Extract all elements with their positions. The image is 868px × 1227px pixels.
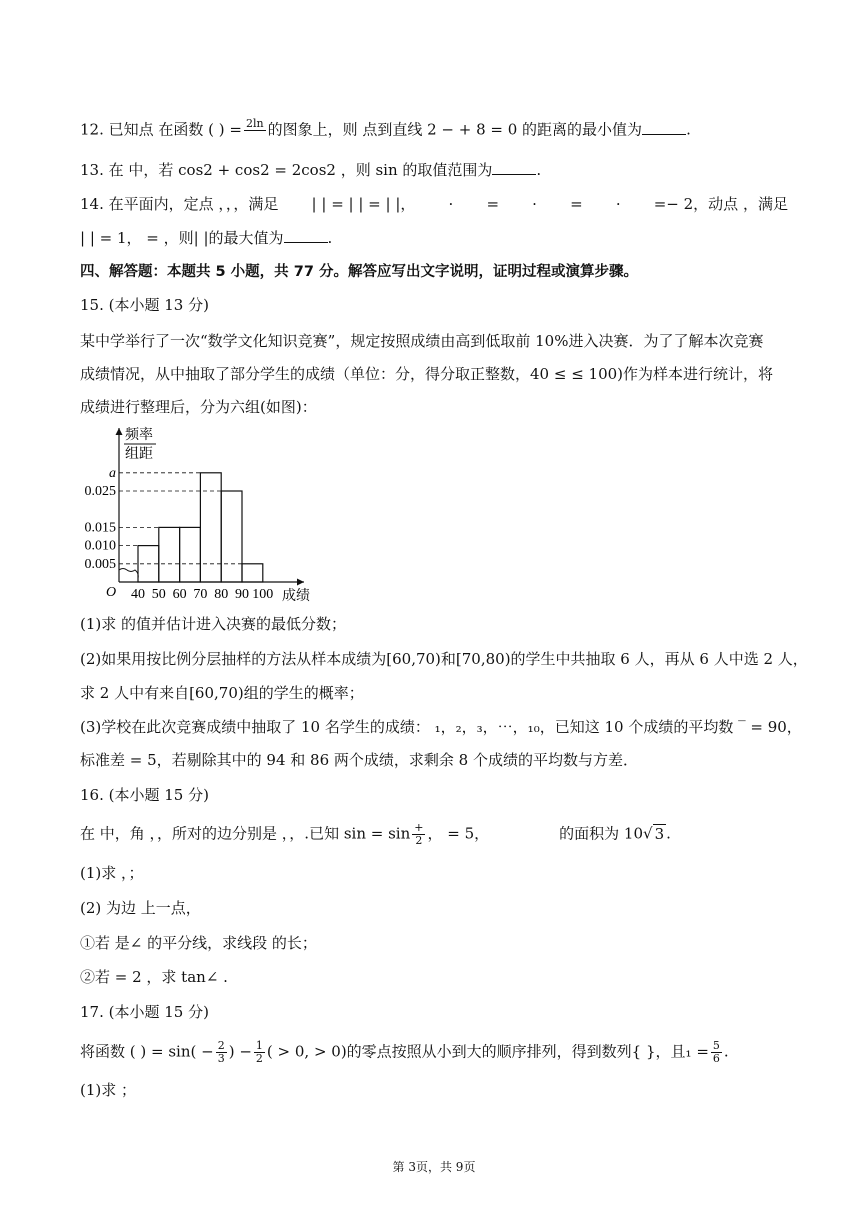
q14-line1 <box>80 194 788 214</box>
q17-f3-num: 5 <box>712 1039 720 1052</box>
y-tick-label-0: 0.005 <box>84 556 116 572</box>
q16-given-end: . <box>666 824 671 843</box>
x-tick-label-50: 50 <box>151 587 166 602</box>
histogram-chart <box>76 424 316 604</box>
x-tick-label-90: 90 <box>235 587 249 602</box>
q13-answer-blank <box>492 160 536 175</box>
y-label-numerator: 频率 <box>125 428 153 443</box>
q14-seg-7: =− 2，动点 ，满足 <box>653 195 788 213</box>
q17-mid: ) − <box>228 1042 252 1061</box>
y-tick-label-3: 0.025 <box>84 484 116 499</box>
q17-f2-den: 2 <box>255 1052 263 1065</box>
bar-80-90 <box>221 491 242 582</box>
q17-fraction-3 <box>711 1040 722 1065</box>
q14-seg-3: = <box>486 195 500 213</box>
q16-fraction-num: + <box>414 821 424 834</box>
y-label-denominator: 组距 <box>125 447 153 462</box>
y-tick-label-4: a <box>109 465 116 481</box>
q15-p1: 某中学举行了一次“数学文化知识竞赛”，规定按照成绩由高到低取前 10%进入决赛．为了了解本次竞赛 <box>80 332 764 350</box>
q17-f1-den: 3 <box>217 1052 225 1065</box>
q16-given <box>80 822 671 847</box>
q14-seg-1: | | = | | = | |， <box>311 195 416 213</box>
q17-fraction-1 <box>216 1040 227 1065</box>
q12-end: . <box>686 120 691 139</box>
x-tick-label-80: 80 <box>214 587 229 602</box>
q12-line <box>80 118 691 143</box>
q13-line <box>80 160 541 180</box>
x-tick-label-100: 100 <box>252 587 274 602</box>
q17-f2-num: 1 <box>255 1039 263 1052</box>
q12-fraction <box>244 118 266 143</box>
section-heading: 四、解答题：本题共 5 小题，共 77 分。解答应写出文字说明，证明过程或演算步骤。 <box>80 264 638 280</box>
q16-header: 16. (本小题 15 分) <box>80 786 209 804</box>
chart-y-ticks <box>85 466 117 572</box>
q13-end: . <box>536 161 542 179</box>
q15-part1: (1)求 的值并估计进入决赛的最低分数； <box>80 615 347 633</box>
axis-break <box>119 569 138 579</box>
q17-pre: 将函数 ( ) = sin( − <box>80 1042 214 1061</box>
q14-answer-blank <box>284 228 328 243</box>
q16-part1: (1)求 ，； <box>80 864 144 882</box>
bar-60-70 <box>180 527 201 582</box>
q16-part2: (2) 为边 上一点， <box>80 899 201 917</box>
chart-x-ticks <box>131 587 273 602</box>
q17-header: 17. (本小题 15 分) <box>80 1003 209 1021</box>
q14-seg-4: · <box>532 195 537 213</box>
q14-seg-6: · <box>615 195 621 213</box>
q17-statement <box>80 1040 729 1065</box>
y-tick-label-2: 0.015 <box>84 520 116 536</box>
q12-answer-blank <box>642 120 686 135</box>
x-axis-label: 成绩 <box>282 589 310 604</box>
q17-f1-num: 2 <box>217 1039 225 1052</box>
q15-part3a: (3)学校在此次竞赛成绩中抽取了 10 名学生的成绩： ₁，₂，₃，⋯，₁₀，已知这 10 个成绩的平均数 ‾ = 90， <box>80 718 802 736</box>
q16-sub2: ②若 = 2 ，求 tan∠ . <box>80 968 228 986</box>
bar-90-100 <box>242 564 263 582</box>
q15-part3b: 标准差 = 5，若剔除其中的 94 和 86 两个成绩，求剩余 8 个成绩的平均数与方差． <box>80 751 638 769</box>
q14-line2 <box>80 228 332 248</box>
bar-70-80 <box>200 473 221 582</box>
q12-fraction-num: 2ln <box>245 117 264 130</box>
q12-fraction-den <box>253 131 257 143</box>
q17-fraction-2 <box>254 1040 265 1065</box>
q14-seg-0: 14. 在平面内，定点 ，，，满足 <box>80 195 279 213</box>
q16-sqrt-icon: √ <box>643 824 653 843</box>
q17-part1: (1)求 ； <box>80 1081 137 1099</box>
q15-p3: 成绩进行整理后，分为六组(如图)： <box>80 398 317 416</box>
q15-header: 15. (本小题 13 分) <box>80 296 209 314</box>
q17-post: ( > 0, > 0)的零点按照从小到大的顺序排列，得到数列{ }，且 <box>266 1042 686 1061</box>
q17-end: . <box>723 1042 729 1061</box>
q15-part2a: (2)如果用按比例分层抽样的方法从样本成绩为[60,70)和[70,80)的学生中共抽取 6 人，再从 6 人中选 2 人， <box>80 650 808 668</box>
x-tick-label-70: 70 <box>193 587 208 602</box>
x-tick-label-40: 40 <box>131 587 145 602</box>
y-tick-label-1: 0.010 <box>84 538 116 554</box>
q12-post: 的图象上，则 点到直线 2 − + 8 = 0 的距离的最小值为 <box>267 120 643 139</box>
q16-given-mid: ， = 5， <box>427 824 490 843</box>
q14-seg-5: = <box>570 195 583 213</box>
q16-given-pre: 在 中，角 ，，所对的边分别是 ，，.已知 sin = sin <box>80 824 411 843</box>
q15-part2b: 求 2 人中有来自[60,70)组的学生的概率； <box>80 684 364 702</box>
q17-f3-den: 6 <box>712 1052 720 1065</box>
q16-root: 3 <box>654 824 665 843</box>
page-footer: 第 3页，共 9页 <box>392 1160 476 1174</box>
q14-end: . <box>327 229 333 247</box>
q16-fraction-den: 2 <box>415 834 423 847</box>
q16-sub1: ①若 是∠ 的平分线，求线段 的长； <box>80 934 317 952</box>
q15-p2: 成绩情况，从中抽取了部分学生的成绩（单位：分，得分取正整数，40 ≤ ≤ 100)作为样本进行统计，将 <box>80 365 774 383</box>
q14-seg-2: · <box>448 195 454 213</box>
q13-text: 13. 在 中，若 cos2 + cos2 = 2cos2 ，则 sin 的取值范围为 <box>80 161 493 179</box>
x-tick-label-60: 60 <box>172 587 187 602</box>
q16-given-post: 的面积为 10 <box>559 824 643 843</box>
origin-label: O <box>106 585 117 600</box>
bar-50-60 <box>159 527 180 582</box>
q17-a1: ₁ = <box>685 1042 709 1061</box>
q16-fraction <box>412 822 425 847</box>
q12-pre: 12. 已知点 在函数 ( ) = <box>80 120 242 139</box>
q14-line2-text: | | = 1， = ，则| |的最大值为 <box>80 229 284 247</box>
